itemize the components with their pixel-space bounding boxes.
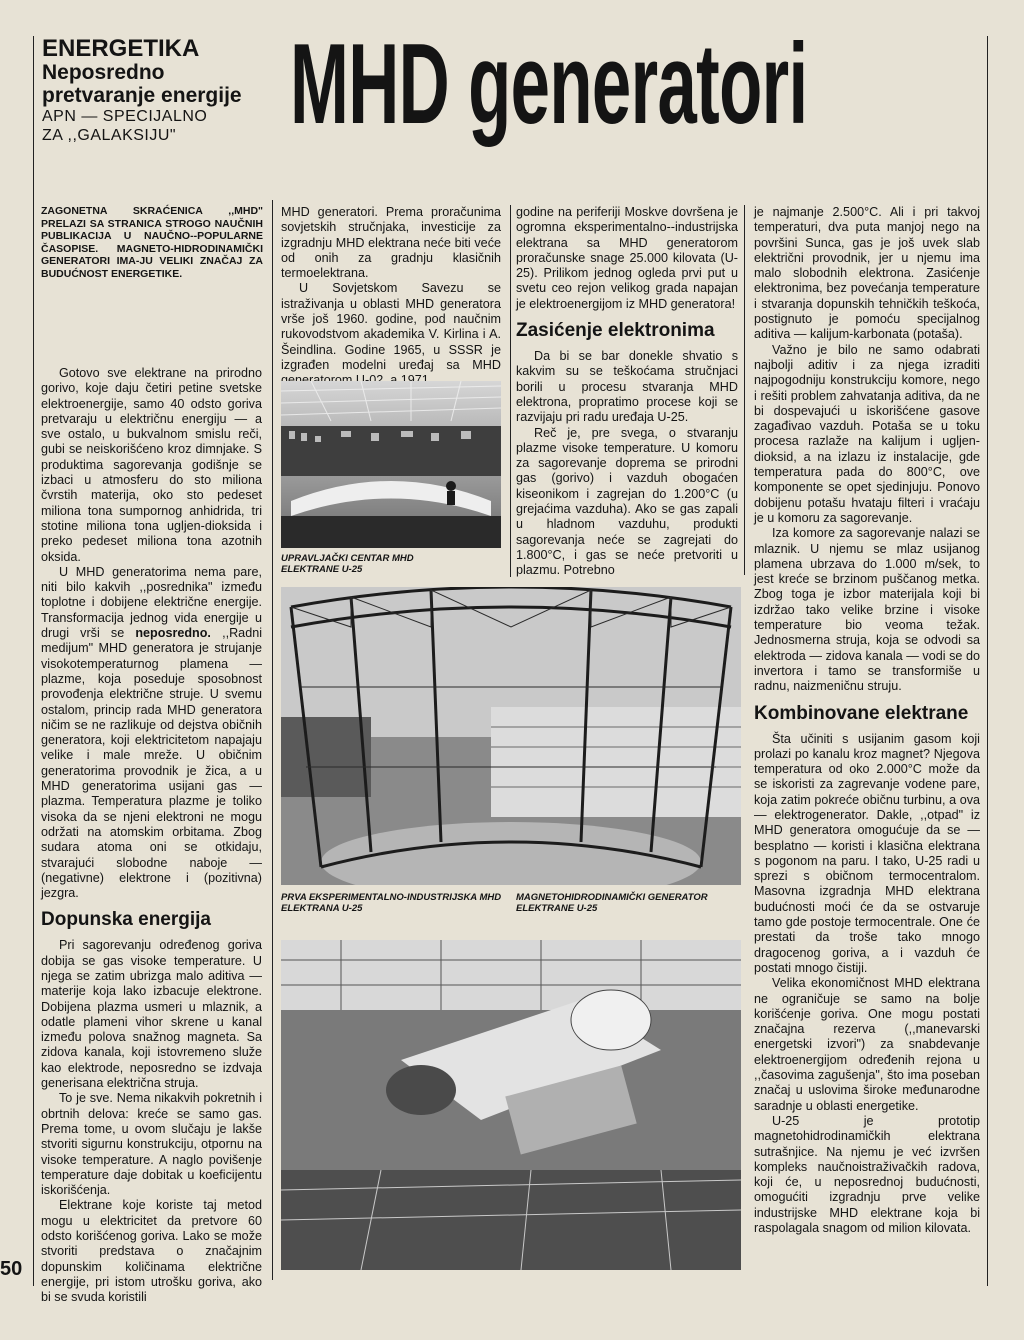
col4-paragraph-4: Šta učiniti s usijanim gasom koji prolazi po kanalu kroz magnet? Njegova temperatura od oko 2.000°C može da se iskoristi za zagrevanje vodene pare, koja zatim pokreće običnu turbinu, a ova — elektrogenerator. Dakle, ,,otpad" iz MHD generatora omogućuje da se — besplatno — koristi i klasična elektrana s pogonom na paru. I tako, U-25 radi u sprezi s običnom termocentralom. Masovna izgradnja MHD elektrana budućnosti moći će da se ostvaruje tamo gde postoje termocentrale. One će prestati da troše tako mnogo dragocenog goriva, a i vazduh će postati mnogo čistiji. xyxy=(754,731,980,975)
col4-paragraph-5: Velika ekonomičnost MHD elektrana ne ograničuje se samo na bolje korišćenje goriva. One mogu postati značajna rezerva (,,manevarski energetski izvori") za snabdevanje elektroenergijom određenih rejona u ,,časovima zagušenja", što ima poseban značaj u uslovima široke međunarodne saradnje u oblasti energetike. xyxy=(754,976,980,1113)
col1-paragraph-1: Gotovo sve elektrane na prirodno gorivo, koje daju četiri petine svetske elektroenergije, samo 40 odsto goriva pretvaraju u električnu energiju — a sve ostalo, u bukvalnom smislu reči, gubi se neiskorišćeno kroz dimnjake. S produktima sagorevanja godišnje se izbaci u atmosferu do sto miliona čvrstih materija, oko sto pedeset miliona tona sumpornog anhidrida, tri stotine miliona tona ugljen-dioksida i preko pedeset miliona tona azotnih oksida. xyxy=(41,366,262,564)
plant-structure-photo xyxy=(281,587,741,885)
control-center-illustration xyxy=(281,381,501,548)
column-1 xyxy=(41,366,262,1306)
caption-first-plant: PRVA EKSPERIMENTALNO-INDUSTRIJSKA MHD ELEKTRANA U-25 xyxy=(281,892,502,914)
subtitle-line1: Neposredno xyxy=(42,61,165,84)
col4-paragraph-2: Važno je bilo ne samo odabrati najbolji aditiv i za njega izraditi najpogodniju konstrukciju komore, nego i rešiti problem zahvatanja aditiva, da ne bi dospevajući u iskorišćene gasove zagađivao vazduh. Potaša se u toku procesa razlaže na kalijum i ugljen-dioksid, a na izlazu iz instalacije, gde temperatura pada do 800°C, ove komponente se opet sjedinjuju. Ponovo dobijenu potašu hvataju filteri i vraćaju je u komoru za sagorevanje. xyxy=(754,342,980,525)
heading-dopunska-energija: Dopunska energija xyxy=(41,909,211,931)
col3-paragraph-2: Da bi se bar donekle shvatio s kakvim su se teškoćama stručnjaci borili u procesu stvaranja MHD elektrona, propratimo procese koji se razvijaju pri radu uređaja U-25. xyxy=(516,349,738,425)
right-margin-rule xyxy=(987,36,988,1286)
column-3 xyxy=(516,205,738,579)
column-4 xyxy=(754,205,980,1236)
col1-paragraph-3: Pri sagorevanju određenog goriva dobija se gas visoke temperature. U njega se zatim ubrizga malo aditiva — materije koja lako izbacuje elektrone. Dobijena plazma usmeri u mlaznik, a odatle plameni vihor skrene u kanal između polova snažnog magneta. Sa zidova kanala, koji istovremeno služe kao elektrode, neposredno se izdvaja generisana električna struja. xyxy=(41,938,262,1091)
left-margin-rule xyxy=(33,36,34,1286)
col3-paragraph-3: Reč je, pre svega, o stvaranju plazme visoke temperature. U komoru za sagorevanje doprema se prirodni gas (gorivo) i vazduh obogaćen kiseonikom i zagrejan do 1.200°C (u grejaćima vazduha). Ako se gas zapali u hladnom vazduhu, produkti sagorevanja neće se zagrejati do 1.800°C, i gas se neće pretvoriti u plazmu. Potrebno xyxy=(516,425,738,578)
col1-paragraph-4: To je sve. Nema nikakvih pokretnih i obrtnih delova: kreće se samo gas. Prema tome, u ovom slučaju je lakše stvoriti sigurnu konstrukciju, otpornu na visoke temperature. A naglo povišenje temperature daje dobitak u koeficijentu iskorišćenja. xyxy=(41,1091,262,1198)
column-rule-1 xyxy=(272,200,273,1280)
heading-zasicenje-elektronima: Zasićenje elektronima xyxy=(516,320,715,342)
lead-paragraph: ZAGONETNA SKRAĆENICA ,,MHD" PRELAZI SA STRANICA STROGO NAUČNIH PUBLIKACIJA U NAUČNO--POPULARNE ČASOPISE. MAGNETO-HIDRODINAMIČKI GENERATORI IMA-JU VELIKI ZNAČAJ ZA BUDUĆNOST ENERGETIKE. xyxy=(41,205,263,280)
col1-paragraph-5: Elektrane koje koriste taj metod mogu u elektricitet da pretvore 60 odsto korišćenog goriva. Lako se može stvoriti predstava o značajnim dopunskim količinama električne energije, pri istom utrošku goriva, ako bi se svuda koristili xyxy=(41,1198,262,1305)
plant-structure-illustration xyxy=(281,587,741,885)
header-block xyxy=(42,36,282,145)
column-rule-3 xyxy=(744,205,745,575)
column-2 xyxy=(281,205,501,389)
heading-kombinovane-elektrane: Kombinovane elektrane xyxy=(754,702,969,724)
col4-paragraph-3: Iza komore za sagorevanje nalazi se mlaznik. U njemu se mlaz usijanog plamena ubrzava do 1.000 m/sek, to jest kreće se brzinom puščanog metka. Zbog toga je izbor materijala koji bi izdržao tako velike brzine i visoke temperature bio veoma težak. Jednosmerna struja, koja se odvodi sa elektroda — zidova kanala — vodi se do invertora i tamo se transformiše u radnu, naizmeničnu struju. xyxy=(754,526,980,694)
section-kicker: ENERGETIKA xyxy=(42,35,200,62)
caption-control-center: UPRAVLJAČKI CENTAR MHD ELEKTRANE U-25 xyxy=(281,553,414,575)
col3-paragraph-1: godine na periferiji Moskve dovršena je ogromna eksperimentalno--industrijska elektrana sa MHD generatorom proračunske snage 25.000 kilovata (U-25). Prilikom jednog ogleda prvi put u svetu ceo rejon velikog grada napajan je elektroenergijom iz MHD generatora! xyxy=(516,205,738,311)
subtitle-line2: pretvaranje energije xyxy=(42,84,242,107)
col2-paragraph-2: U Sovjetskom Savezu se istraživanja u oblasti MHD generatora vrše još 1960. godine, pod naučnim rukovodstvom akademika V. Kirlina i A. Šeindlina. Godine 1965, u SSSR je izgrađen modelni uređaj sa MHD xyxy=(281,281,501,372)
agency-line2: ZA ,,GALAKSIJU" xyxy=(42,127,177,144)
control-center-photo xyxy=(281,381,501,548)
caption-generator: MAGNETOHIDRODINAMIČKI GENERATOR ELEKTRANE U-25 xyxy=(516,892,708,914)
col2-paragraph-1: MHD generatori. Prema proračunima sovjetskih stručnjaka, investicije za izgradnju MHD elektrana neće biti veće od onih za gradnju klasičnih termoelektrana. xyxy=(281,205,501,281)
column-rule-2 xyxy=(510,205,511,577)
generator-hall-photo xyxy=(281,940,741,1270)
col1-paragraph-2: U MHD generatorima nema pare, niti bilo kakvih ,,posrednika" između toplotne i dobijene električne energije. Transformacija jednog vida energije u drugi vrši se neposredno. ,,Radni medijum" MHD generatora je strujanje visokotemperaturnog plamena — plazme, koja poseduje sposobnost provođenja električne struje. U svemu ostalom, princip rada MHD generatora ničim se ne razlikuje od dejstva običnih generatora, koji elektricitetom napajaju velike i male mreže. U običnim generatorima provodnik je žica, a u MHD generatorima usijani gas — plazma. Temperatura plazme je toliko visoka da se njeni elektroni ne mogu održati na atomskim orbitama. Zbog sudara atoma oni se otkidaju, stvarajući slobodne naboje — (negativne) elektrone i (pozitivna) jezgra. xyxy=(41,564,262,901)
generator-hall-illustration xyxy=(281,940,741,1270)
col4-paragraph-1: je najmanje 2.500°C. Ali i pri takvoj temperaturi, dva puta manjoj nego na površini Sunca, gas je još uvek slab električni provodnik, jer u njemu ima malo slobodnih elektrona. Zasićenje elektronima, bez povećanja temperature i stvaranja dopunskih tehničkih teškoća, postignuto je pomoću specijalnog aditiva — kalijum-karbonata (potaša). xyxy=(754,205,980,342)
page-title: MHD generatori xyxy=(290,21,808,148)
page-number: 50 xyxy=(0,1258,23,1280)
agency-line1: APN — SPECIJALNO xyxy=(42,108,208,125)
emphasis-neposredno: neposredno. xyxy=(135,626,211,641)
col4-paragraph-6: U-25 je prototip magnetohidrodinamičkih elektrana sutrašnjice. Na njemu je već izvršen kompleks naučnoistraživačkih radova, koji će, u neposrednoj budućnosti, omogućiti izgradnju prve velike industrijske MHD elektrane koja bi raspolagala snagom od milion kilovata. xyxy=(754,1113,980,1235)
